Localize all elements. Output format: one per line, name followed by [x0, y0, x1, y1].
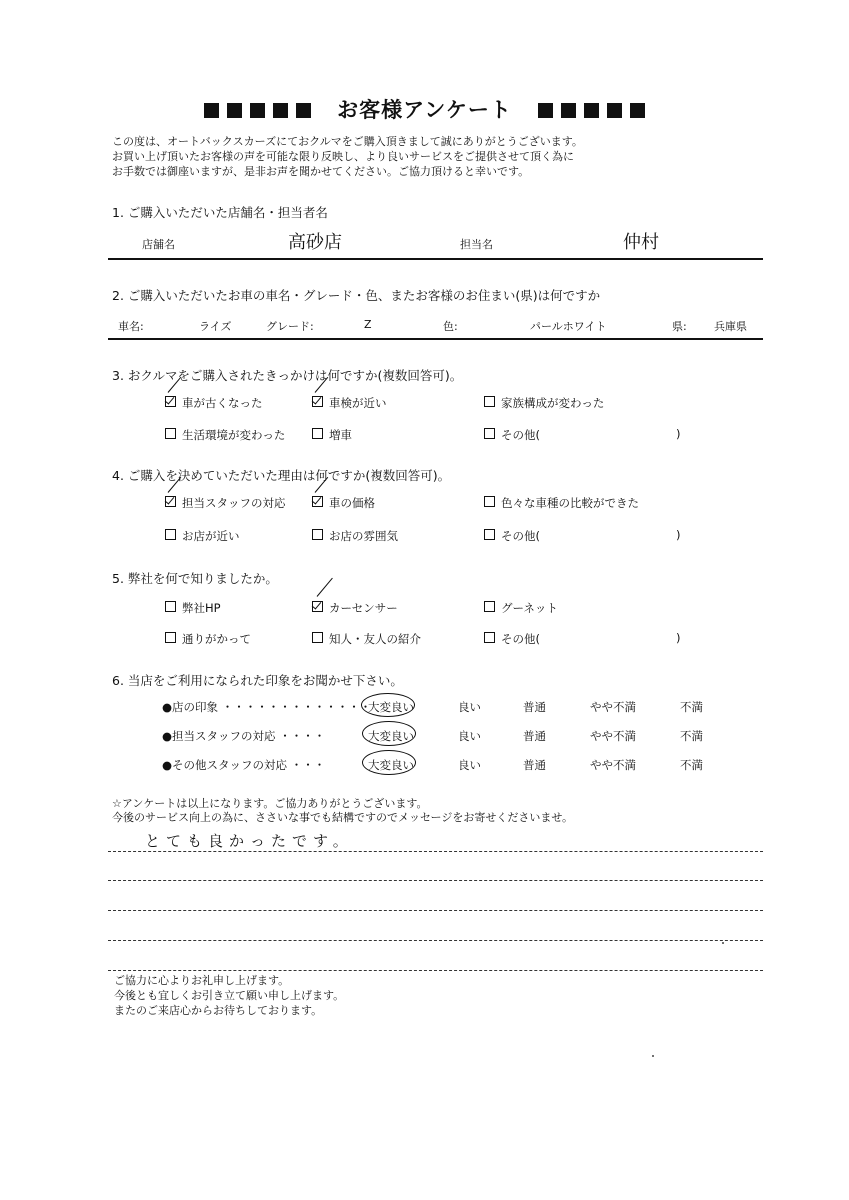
q5-heading: 5. 弊社を何で知りましたか。 — [112, 571, 278, 586]
checkbox[interactable] — [312, 632, 323, 643]
checkbox-checked[interactable] — [165, 496, 176, 507]
q3-option[interactable] — [312, 395, 387, 411]
rating-row-label: ●担当スタッフの対応 ・・・・ — [162, 729, 326, 743]
option-label: 色々な車種の比較ができた — [501, 496, 639, 510]
option-label: グーネット — [501, 601, 558, 615]
message-line — [108, 940, 763, 941]
staff-value: 仲村 — [623, 232, 659, 253]
rating-very-good[interactable]: 大変良い — [368, 729, 414, 743]
footer-line: 今後とも宜しくお引き立て願い申し上げます。 — [114, 989, 345, 1002]
q4-option[interactable] — [312, 495, 375, 511]
option-label: 車が古くなった — [182, 396, 263, 410]
q6-heading: 6. 当店をご利用になられた印象をお聞かせ下さい。 — [112, 673, 403, 688]
q5-option[interactable] — [312, 600, 398, 616]
q4-option[interactable] — [165, 495, 286, 511]
q4-option[interactable] — [484, 528, 540, 544]
q3-heading: 3. おクルマをご購入されたきっかけは何ですか(複数回答可)。 — [112, 368, 463, 383]
checkbox[interactable] — [165, 428, 176, 439]
color-value: パールホワイト — [530, 320, 607, 333]
checkbox[interactable] — [165, 632, 176, 643]
car-label: 車名: — [118, 320, 144, 333]
divider — [108, 258, 763, 260]
checkbox-checked[interactable] — [165, 396, 176, 407]
option-label: 知人・友人の紹介 — [329, 632, 421, 646]
option-label: 車検が近い — [329, 396, 387, 410]
rating-somewhat-bad[interactable]: やや不満 — [590, 700, 636, 714]
square-icon — [250, 103, 265, 118]
option-label: カーセンサー — [329, 601, 398, 615]
footer-line: ご協力に心よりお礼申し上げます。 — [114, 974, 290, 987]
q1-heading: 1. ご購入いただいた店舗名・担当者名 — [112, 205, 328, 220]
staff-label: 担当名 — [460, 238, 493, 251]
message-line — [108, 851, 763, 852]
square-icon — [273, 103, 288, 118]
stray-dot — [722, 942, 724, 944]
store-label: 店舗名 — [142, 238, 175, 251]
q4-option[interactable] — [312, 528, 398, 544]
rating-bad[interactable]: 不満 — [680, 758, 703, 772]
q5-option[interactable] — [484, 600, 558, 616]
option-label: 車の価格 — [329, 496, 375, 510]
message-text[interactable]: とても良かったです。 — [145, 832, 354, 850]
rating-somewhat-bad[interactable]: やや不満 — [590, 729, 636, 743]
square-icon — [538, 103, 553, 118]
close-paren: ) — [676, 427, 681, 441]
rating-good[interactable]: 良い — [458, 700, 481, 714]
rating-good[interactable]: 良い — [458, 729, 481, 743]
square-icon — [296, 103, 311, 118]
q3-option[interactable] — [165, 427, 285, 443]
square-icon — [561, 103, 576, 118]
q5-option[interactable] — [312, 631, 421, 647]
intro-line: お買い上げ頂いたお客様の声を可能な限り反映し、より良いサービスをご提供させて頂く為に — [112, 150, 574, 163]
store-value: 高砂店 — [288, 232, 342, 253]
checkbox[interactable] — [312, 529, 323, 540]
checkbox-checked[interactable] — [312, 496, 323, 507]
square-icon — [630, 103, 645, 118]
rating-neutral[interactable]: 普通 — [523, 700, 546, 714]
close-paren: ) — [676, 631, 681, 645]
option-label: お店が近い — [182, 529, 240, 543]
close-paren: ) — [676, 528, 681, 542]
checkbox-checked[interactable] — [312, 396, 323, 407]
option-label: 弊社HP — [182, 601, 221, 615]
survey-title-row — [0, 94, 849, 124]
selection-circle — [362, 721, 416, 746]
rating-row-label: ●店の印象 ・・・・・・・・・・・・・ — [162, 700, 372, 714]
intro-line: この度は、オートバックスカーズにておクルマをご購入頂きまして誠にありがとうございます。 — [112, 135, 583, 148]
message-line — [108, 880, 763, 881]
square-icon — [227, 103, 242, 118]
q3-option[interactable] — [312, 427, 352, 443]
rating-row-label: ●その他スタッフの対応 ・・・ — [162, 758, 326, 772]
q5-option[interactable] — [484, 631, 540, 647]
stray-dot — [652, 1055, 654, 1057]
rating-bad[interactable]: 不満 — [680, 700, 703, 714]
option-label: その他( — [501, 428, 540, 442]
option-label: 通りがかって — [182, 632, 251, 646]
rating-somewhat-bad[interactable]: やや不満 — [590, 758, 636, 772]
q2-heading: 2. ご購入いただいたお車の車名・グレード・色、またお客様のお住まい(県)は何ですか — [112, 288, 601, 303]
survey-title: お客様アンケート — [337, 98, 512, 122]
closing-line: ☆アンケートは以上になります。ご協力ありがとうございます。 — [112, 797, 428, 810]
checkbox[interactable] — [484, 601, 495, 612]
rating-neutral[interactable]: 普通 — [523, 758, 546, 772]
check-mark — [317, 578, 333, 597]
q3-option[interactable] — [165, 395, 263, 411]
q3-option[interactable] — [484, 427, 540, 443]
pref-label: 県: — [672, 320, 687, 333]
rating-very-good[interactable]: 大変良い — [368, 758, 414, 772]
option-label: 生活環境が変わった — [182, 428, 286, 442]
q4-option[interactable] — [165, 528, 240, 544]
option-label: 担当スタッフの対応 — [182, 496, 286, 510]
option-label: その他( — [501, 529, 540, 543]
grade-label: グレード: — [266, 320, 314, 333]
checkbox[interactable] — [484, 496, 495, 507]
message-line — [108, 970, 763, 971]
q4-option[interactable] — [484, 495, 639, 511]
square-icon — [584, 103, 599, 118]
message-line — [108, 910, 763, 911]
checkbox[interactable] — [165, 529, 176, 540]
selection-circle — [362, 750, 416, 775]
checkbox[interactable] — [312, 428, 323, 439]
q5-option[interactable] — [165, 631, 251, 647]
square-icon — [607, 103, 622, 118]
rating-neutral[interactable]: 普通 — [523, 729, 546, 743]
option-label: お店の雰囲気 — [329, 529, 398, 543]
intro-line: お手数では御座いますが、是非お声を聞かせてください。ご協力頂けると幸いです。 — [112, 165, 530, 178]
q3-option[interactable] — [484, 395, 604, 411]
closing-line: 今後のサービス向上の為に、ささいな事でも結構ですのでメッセージをお寄せくださいませ。 — [112, 811, 574, 824]
color-label: 色: — [443, 320, 458, 333]
q4-heading: 4. ご購入を決めていただいた理由は何ですか(複数回答可)。 — [112, 468, 451, 483]
q5-option[interactable] — [165, 600, 221, 616]
car-value: ライズ — [199, 320, 232, 333]
checkbox[interactable] — [484, 428, 495, 439]
checkbox-checked[interactable] — [312, 601, 323, 612]
checkbox[interactable] — [484, 396, 495, 407]
checkbox[interactable] — [484, 529, 495, 540]
rating-bad[interactable]: 不満 — [680, 729, 703, 743]
footer-line: またのご来店心からお待ちしております。 — [114, 1004, 323, 1017]
option-label: その他( — [501, 632, 540, 646]
checkbox[interactable] — [484, 632, 495, 643]
option-label: 家族構成が変わった — [501, 396, 605, 410]
square-icon — [204, 103, 219, 118]
divider — [108, 338, 763, 340]
grade-value: Z — [364, 318, 372, 331]
rating-good[interactable]: 良い — [458, 758, 481, 772]
pref-value: 兵庫県 — [714, 320, 747, 333]
selection-circle — [361, 693, 415, 717]
rating-very-good[interactable]: 大変良い — [368, 700, 414, 714]
option-label: 増車 — [329, 428, 352, 442]
checkbox[interactable] — [165, 601, 176, 612]
